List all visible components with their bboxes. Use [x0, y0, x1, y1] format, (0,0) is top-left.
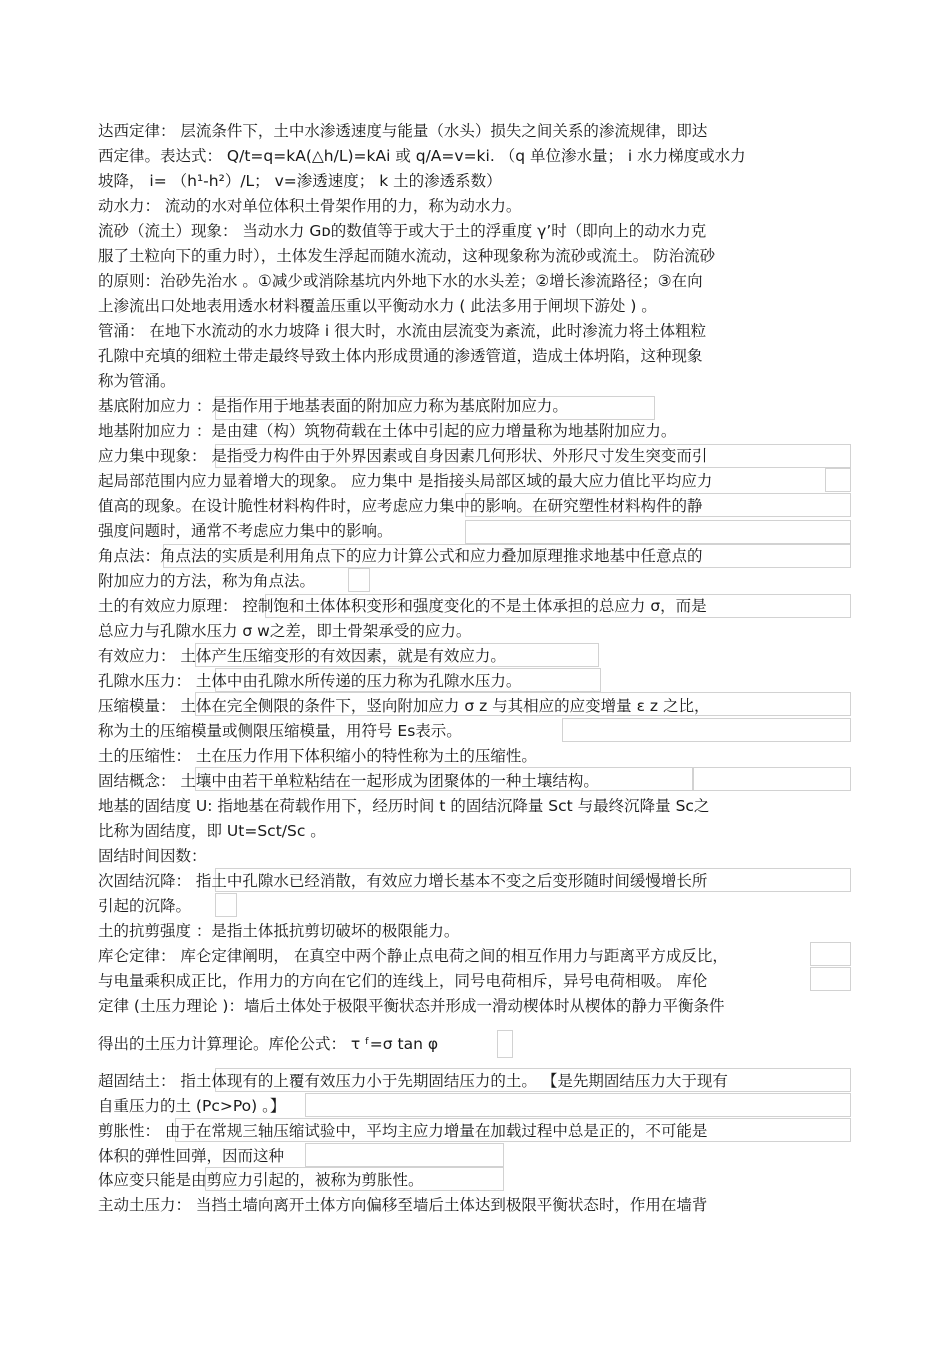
text-line: 强度问题时，通常不考虑应力集中的影响。 [98, 522, 393, 540]
text-line: 动水力： 流动的水对单位体积土骨架作用的力，称为动水力。 [98, 197, 522, 215]
text-line: 角点法：角点法的实质是利用角点下的应力计算公式和应力叠加原理推求地基中任意点的 [98, 547, 703, 565]
text-line: 主动土压力： 当挡土墙向离开土体方向偏移至墙后土体达到极限平衡状态时，作用在墙背 [98, 1196, 708, 1214]
text-line: 地基附加应力 ：是由建（构）筑物荷载在土体中引起的应力增量称为地基附加应力。 [98, 422, 677, 440]
text-line: 西定律。表达式： Q/t=q=kA(△h/L)=kAi 或 q/A=v=ki. （q 单位渗水量； i 水力梯度或水力 [98, 147, 746, 165]
text-line: 基底附加应力 ：是指作用于地基表面的附加应力称为基底附加应力。 [98, 397, 568, 415]
text-line: 总应力与孔隙水压力 σ w之差，即土骨架承受的应力。 [98, 622, 472, 640]
text-line: 上渗流出口处地表用透水材料覆盖压重以平衡动水力 ( 此法多用于闸坝下游处 ) 。 [98, 297, 657, 315]
text-line: 流砂（流土）现象： 当动水力 Gᴅ的数值等于或大于土的浮重度 γ’时（即向上的动水力克 [98, 222, 707, 240]
text-line: 体应变只能是由剪应力引起的，被称为剪胀性。 [98, 1171, 424, 1189]
text-line: 孔隙水压力： 土体中由孔隙水所传递的压力称为孔隙水压力。 [98, 672, 522, 690]
text-line: 土的压缩性： 土在压力作用下体积缩小的特性称为土的压缩性。 [98, 747, 537, 765]
text-line: 地基的固结度 U: 指地基在荷载作用下，经历时间 t 的固结沉降量 Sct 与最终沉降量 Sc之 [98, 797, 710, 815]
text-line: 固结概念： 土壤中由若干单粒粘结在一起形成为团聚体的一种土壤结构。 [98, 772, 599, 790]
text-line: 达西定律： 层流条件下，土中水渗透速度与能量（水头）损失之间关系的渗流规律，即达 [98, 122, 708, 140]
text-line: 称为管涌。 [98, 372, 176, 390]
text-line: 与电量乘积成正比，作用力的方向在它们的连线上，同号电荷相斥，异号电荷相吸。 库伦 [98, 972, 708, 990]
text-line: 附加应力的方法，称为角点法。 [98, 572, 316, 590]
text-line: 自重压力的土 (Pc>Po) 。】 [98, 1097, 286, 1115]
text-line: 超固结土： 指土体现有的上覆有效压力小于先期固结压力的土。 【是先期固结压力大于现有 [98, 1072, 728, 1090]
text-line: 固结时间因数： [98, 847, 207, 865]
text-line: 剪胀性： 由于在常规三轴压缩试验中，平均主应力增量在加载过程中总是正的，不可能是 [98, 1122, 708, 1140]
text-line: 孔隙中充填的细粒土带走最终导致土体内形成贯通的渗透管道，造成土体坍陷，这种现象 [98, 347, 703, 365]
text-line: 比称为固结度，即 Ut=Sct/Sc 。 [98, 822, 326, 840]
text-line: 应力集中现象： 是指受力构件由于外界因素或自身因素几何形状、外形尺寸发生突变而引 [98, 447, 708, 465]
text-line: 有效应力： 土体产生压缩变形的有效因素，就是有效应力。 [98, 647, 506, 665]
text-line: 次固结沉降： 指土中孔隙水已经消散，有效应力增长基本不变之后变形随时间缓慢增长所 [98, 872, 708, 890]
text-line: 起局部范围内应力显着增大的现象。 应力集中 是指接头局部区域的最大应力值比平均应力 [98, 472, 713, 490]
text-line: 引起的沉降。 [98, 897, 192, 915]
text-line: 土的有效应力原理： 控制饱和土体体积变形和强度变化的不是土体承担的总应力 σ，而是 [98, 597, 707, 615]
text-line: 库仑定律： 库仑定律阐明， 在真空中两个静止点电荷之间的相互作用力与距离平方成反比， [98, 947, 728, 965]
text-line: 坡降， i= （h¹-h²）/L； v=渗透速度； k 土的渗透系数） [98, 172, 502, 190]
text-line: 体积的弹性回弹，因而这种 [98, 1147, 285, 1165]
text-line: 值高的现象。在设计脆性材料构件时，应考虑应力集中的影响。在研究塑性材料构件的静 [98, 497, 703, 515]
text-line: 土的抗剪强度 ：是指土体抵抗剪切破坏的极限能力。 [98, 922, 460, 940]
text-line: 称为土的压缩模量或侧限压缩模量，用符号 Es表示。 [98, 722, 462, 740]
text-line: 得出的土压力计算理论。库伦公式： τ ᶠ=σ tan φ [98, 1035, 439, 1053]
text-line: 定律 (土压力理论 )：墙后土体处于极限平衡状态并形成一滑动楔体时从楔体的静力平衡条件 [98, 997, 725, 1015]
text-line: 的原则：治砂先治水 。①减少或消除基坑内外地下水的水头差；②增长渗流路径；③在向 [98, 272, 703, 290]
text-line: 压缩模量： 土体在完全侧限的条件下，竖向附加应力 σ z 与其相应的应变增量 ε z 之比， [98, 697, 710, 715]
text-line: 管涌： 在地下水流动的水力坡降 i 很大时，水流由层流变为紊流，此时渗流力将土体粗粒 [98, 322, 707, 340]
text-line: 服了土粒向下的重力时），土体发生浮起而随水流动，这种现象称为流砂或流土。 防治流砂 [98, 247, 716, 265]
